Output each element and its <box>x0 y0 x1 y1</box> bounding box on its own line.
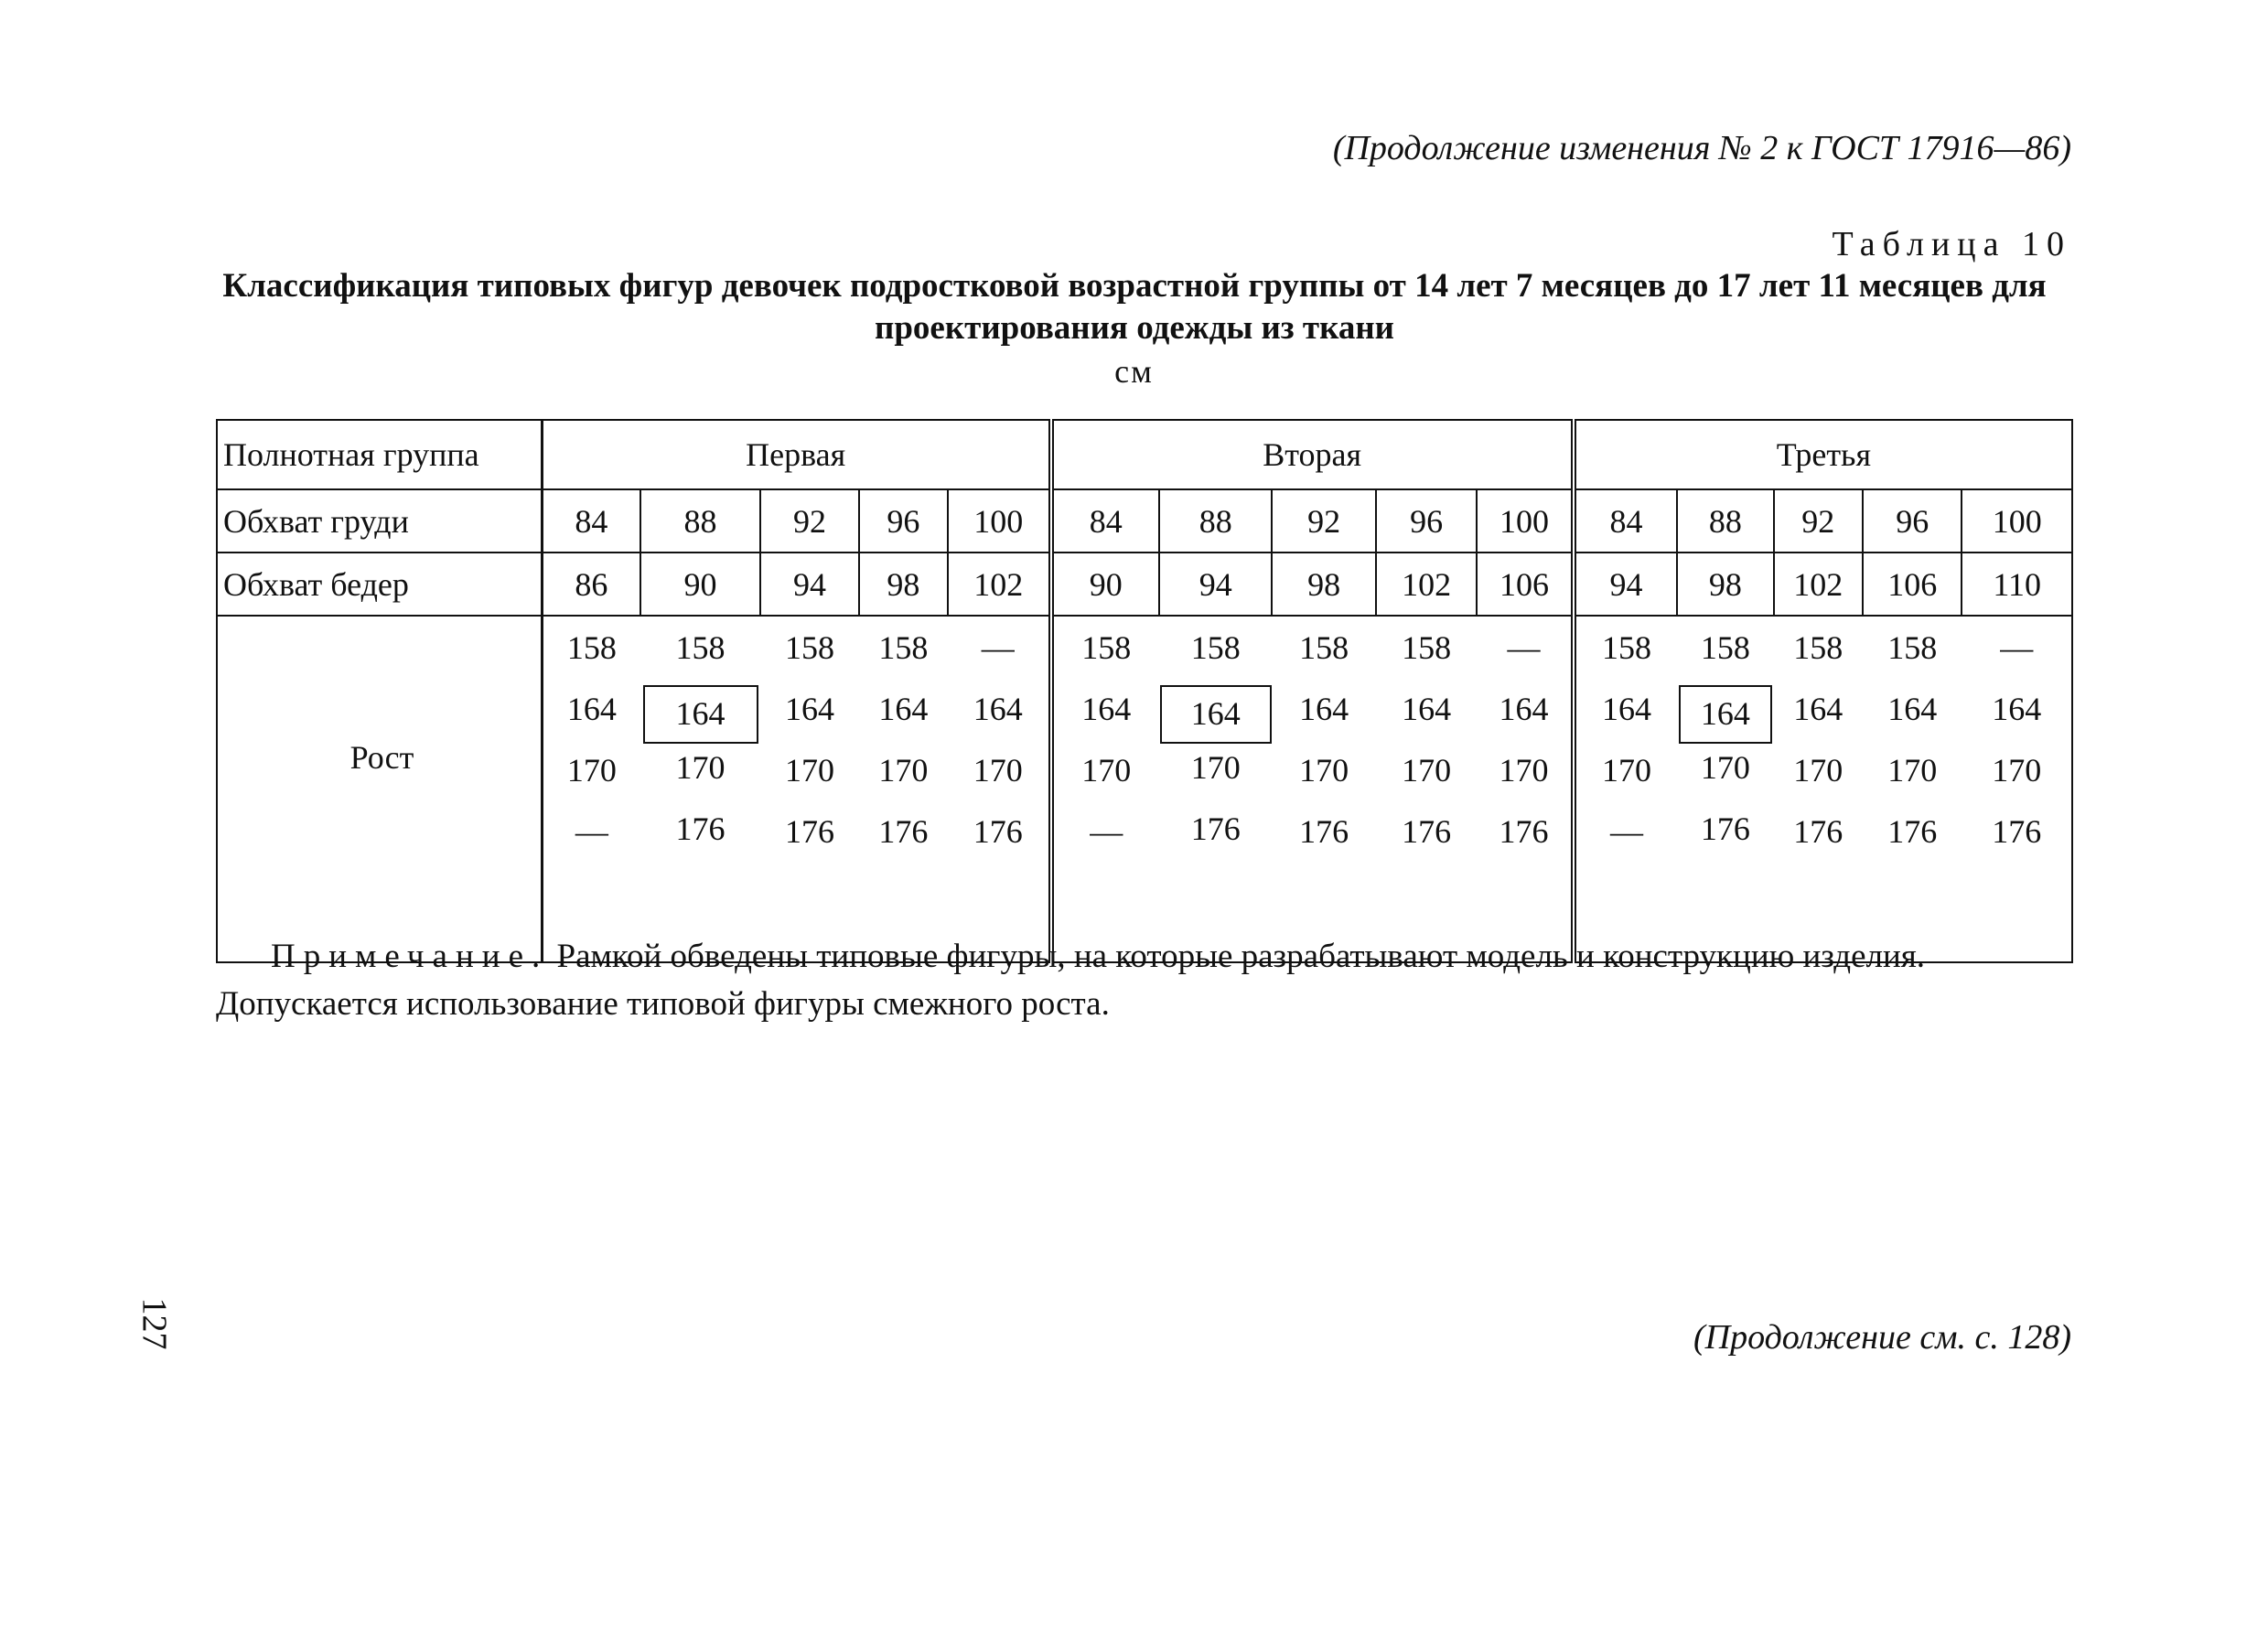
height-column <box>1863 616 1962 962</box>
chest-cell: 100 <box>948 489 1050 553</box>
hips-cell: 98 <box>1677 553 1773 616</box>
height-value: 170 <box>1887 752 1938 789</box>
height-value: 158 <box>1402 629 1452 666</box>
height-value: 158 <box>1299 629 1349 666</box>
chest-cell: 84 <box>542 489 640 553</box>
height-value: — <box>1507 629 1541 666</box>
chest-cell: 92 <box>760 489 858 553</box>
height-value: 176 <box>1793 813 1843 850</box>
chest-cell: 84 <box>1051 489 1159 553</box>
row-chest <box>217 489 2072 553</box>
chest-cell: 96 <box>859 489 948 553</box>
height-value: 170 <box>1402 752 1452 789</box>
height-column <box>1376 616 1477 962</box>
height-column <box>1962 616 2072 962</box>
height-value: 170 <box>1499 752 1549 789</box>
height-column <box>760 616 858 962</box>
page-number: 127 <box>134 1297 174 1350</box>
height-value: 164 <box>1793 691 1843 727</box>
hips-cell: 102 <box>1376 553 1477 616</box>
height-column <box>948 616 1050 962</box>
chest-cell: 92 <box>1774 489 1863 553</box>
height-value: 176 <box>878 813 929 850</box>
height-column <box>1159 616 1272 962</box>
height-value: 170 <box>1299 752 1349 789</box>
chest-cell: 88 <box>640 489 761 553</box>
height-value-typical: 164 <box>1679 685 1772 744</box>
height-value: 170 <box>1992 752 2042 789</box>
height-value: 176 <box>1992 813 2042 850</box>
table-title: Классификация типовых фигур девочек подростковой возрастной группы от 14 лет 7 месяцев до 17 лет 11 месяцев для проектирования одежды из ткани <box>222 267 2047 347</box>
classification-table <box>216 419 2073 963</box>
hips-cell: 110 <box>1962 553 2072 616</box>
height-value: 170 <box>566 752 617 789</box>
chest-cell: 100 <box>1477 489 1573 553</box>
height-value: 176 <box>973 813 1023 850</box>
height-value: 164 <box>878 691 929 727</box>
hips-cell: 94 <box>760 553 858 616</box>
height-value: 164 <box>1081 691 1132 727</box>
unit-label: см <box>1114 353 1154 390</box>
hips-cell: 90 <box>1051 553 1159 616</box>
hips-cell: 94 <box>1159 553 1272 616</box>
hips-cell: 98 <box>1272 553 1375 616</box>
height-column <box>1677 616 1773 962</box>
hips-cell: 90 <box>640 553 761 616</box>
height-value: 170 <box>878 752 929 789</box>
height-value: 164 <box>784 691 834 727</box>
note-text: Рамкой обведены типовые фигуры, на которые разрабатывают модель и конструкцию изделия. Допускается использование типовой фигуры смежного роста. <box>216 938 1926 1023</box>
height-value: 176 <box>1499 813 1549 850</box>
height-value: 158 <box>675 629 726 666</box>
height-value: 170 <box>784 752 834 789</box>
height-value: 158 <box>1081 629 1132 666</box>
height-value: 170 <box>675 749 726 786</box>
continuation-footer: (Продолжение см. с. 128) <box>1693 1318 2071 1357</box>
height-value: 164 <box>1499 691 1549 727</box>
group-header-second: Вторая <box>1051 420 1574 489</box>
height-value: 158 <box>1190 629 1241 666</box>
height-value: 176 <box>1190 810 1241 847</box>
height-value: 176 <box>1402 813 1452 850</box>
chest-cell: 88 <box>1159 489 1272 553</box>
height-value: — <box>1609 813 1643 850</box>
hips-cell: 106 <box>1863 553 1962 616</box>
height-column <box>1774 616 1863 962</box>
height-value: 170 <box>1700 749 1750 786</box>
label-height: Рост <box>217 616 542 962</box>
height-value: 170 <box>1793 752 1843 789</box>
height-value: 158 <box>1601 629 1651 666</box>
height-value: 158 <box>878 629 929 666</box>
height-value: — <box>981 629 1015 666</box>
height-value: 164 <box>1992 691 2042 727</box>
group-header-first: Первая <box>542 420 1050 489</box>
chest-cell: 96 <box>1863 489 1962 553</box>
label-chest: Обхват груди <box>217 489 542 553</box>
height-column <box>1574 616 1677 962</box>
height-value: 176 <box>1887 813 1938 850</box>
height-value: 170 <box>1601 752 1651 789</box>
height-value: 158 <box>1887 629 1938 666</box>
height-value: 158 <box>1700 629 1750 666</box>
height-value: 164 <box>1601 691 1651 727</box>
height-value: 176 <box>675 810 726 847</box>
table-number-label: Таблица 10 <box>1832 225 2071 263</box>
hips-cell: 106 <box>1477 553 1573 616</box>
hips-cell: 102 <box>1774 553 1863 616</box>
label-hips: Обхват бедер <box>217 553 542 616</box>
hips-cell: 98 <box>859 553 948 616</box>
height-value: 170 <box>1081 752 1132 789</box>
note-label: Примечание. <box>271 938 549 975</box>
height-value: 176 <box>1299 813 1349 850</box>
chest-cell: 84 <box>1574 489 1677 553</box>
height-value: 158 <box>1793 629 1843 666</box>
hips-cell: 86 <box>542 553 640 616</box>
height-value: — <box>575 813 608 850</box>
height-value: 170 <box>1190 749 1241 786</box>
continuation-header: (Продолжение изменения № 2 к ГОСТ 17916—86) <box>1332 129 2071 167</box>
height-value: 164 <box>566 691 617 727</box>
height-value: 164 <box>973 691 1023 727</box>
height-value: 158 <box>784 629 834 666</box>
row-fullness-group <box>217 420 2072 489</box>
height-column <box>1051 616 1159 962</box>
chest-cell: 96 <box>1376 489 1477 553</box>
hips-cell: 94 <box>1574 553 1677 616</box>
height-column <box>859 616 948 962</box>
height-value: 164 <box>1299 691 1349 727</box>
height-value: 176 <box>1700 810 1750 847</box>
height-value: 158 <box>566 629 617 666</box>
height-value: 170 <box>973 752 1023 789</box>
group-header-third: Третья <box>1574 420 2072 489</box>
row-hips <box>217 553 2072 616</box>
height-column <box>640 616 761 962</box>
height-value: — <box>2000 629 2034 666</box>
hips-cell: 102 <box>948 553 1050 616</box>
table-note <box>216 933 2073 1028</box>
height-column <box>1272 616 1375 962</box>
chest-cell: 100 <box>1962 489 2072 553</box>
chest-cell: 92 <box>1272 489 1375 553</box>
height-value: 164 <box>1402 691 1452 727</box>
height-value: 176 <box>784 813 834 850</box>
label-fullness-group: Полнотная группа <box>217 420 542 489</box>
height-value-typical: 164 <box>1160 685 1272 744</box>
height-value: 164 <box>1887 691 1938 727</box>
height-column <box>542 616 640 962</box>
height-value: — <box>1090 813 1123 850</box>
row-height <box>217 616 2072 962</box>
chest-cell: 88 <box>1677 489 1773 553</box>
height-column <box>1477 616 1573 962</box>
height-value-typical: 164 <box>643 685 758 744</box>
